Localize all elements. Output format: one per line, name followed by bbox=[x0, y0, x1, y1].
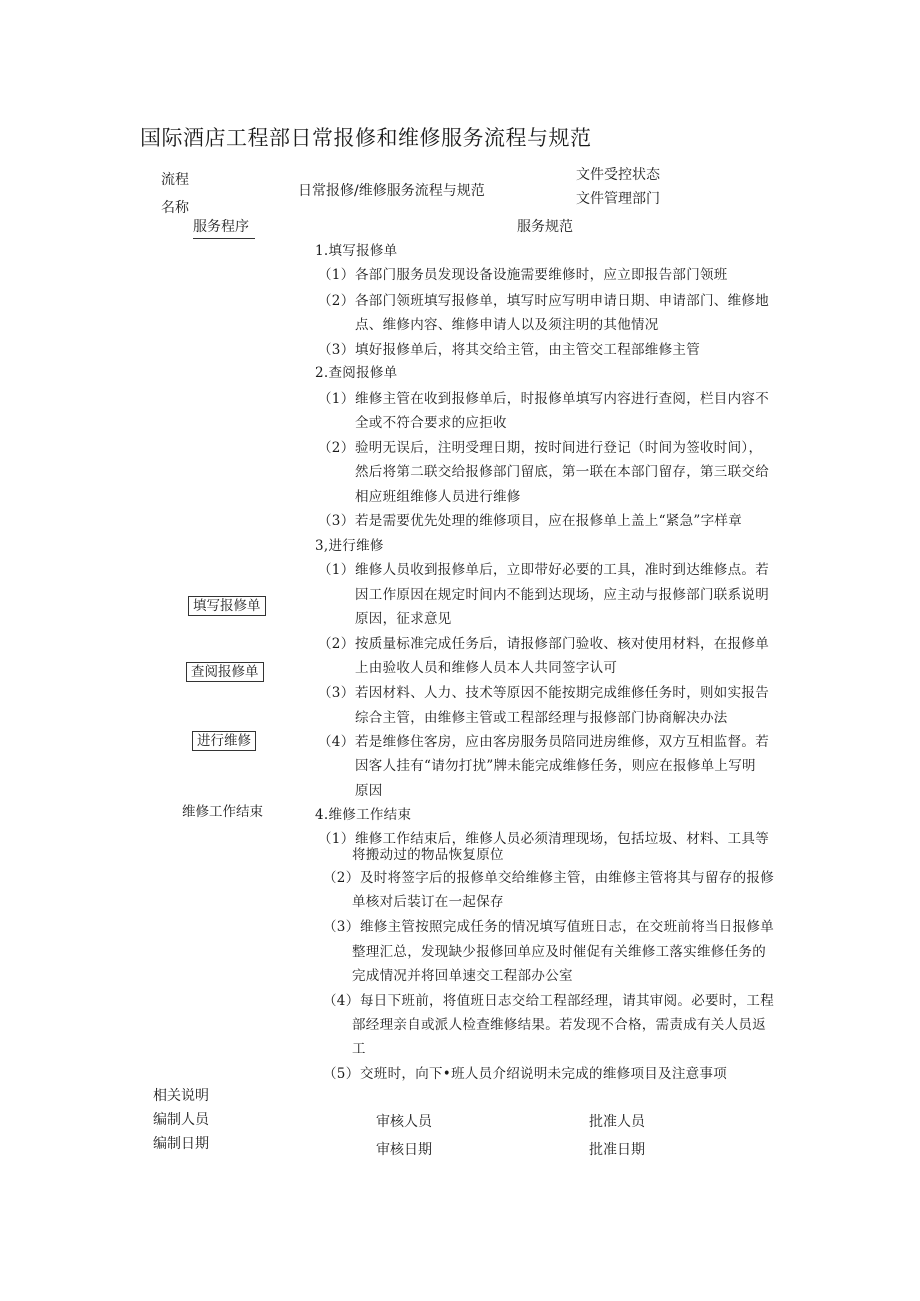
item-number: （2） bbox=[318, 293, 355, 309]
item-text-line: 维修主管按照完成任务的情况填写值班日志，在交班前将当日报修单 bbox=[360, 919, 774, 935]
item-text-line: 因工作原因在规定时间内不能到达现场，应主动与报修部门联系说明 bbox=[355, 587, 769, 603]
item-text-line: 若是维修住客房，应由客房服务员陪同进房维修，双方互相监督。若 bbox=[355, 734, 769, 750]
approved-date-label: 批准日期 bbox=[589, 1142, 645, 1158]
item-text-line: 原因，征求意见 bbox=[355, 611, 452, 627]
item-text-line: 原因 bbox=[355, 783, 383, 799]
procedure-step-label: 维修工作结束 bbox=[182, 804, 263, 820]
item-number: （2） bbox=[318, 440, 355, 456]
item-text-line: 维修人员收到报修单后，立即带好必要的工具，准时到达维修点。若 bbox=[355, 562, 769, 578]
item-text-line: 若是需要优先处理的维修项目，应在报修单上盖上“紧急”字样章 bbox=[355, 513, 743, 529]
section-heading: 3,进行维修 bbox=[315, 538, 384, 554]
item-number: （3） bbox=[318, 685, 355, 701]
item-text-line: 综合主管，由维修主管或工程部经理与报修部门协商解决办法 bbox=[355, 710, 728, 726]
procedure-step-box: 查阅报修单 bbox=[186, 662, 264, 682]
item-text-line: 每日下班前，将值班日志交给工程部经理，请其审阅。必要时，工程 bbox=[360, 993, 774, 1009]
doc-control-status-label: 文件受控状态 bbox=[576, 167, 660, 183]
doc-management-dept-label: 文件管理部门 bbox=[576, 191, 660, 207]
section-heading: 4.维修工作结束 bbox=[315, 807, 412, 823]
item-text-line: 交班时，向下•班人员介绍说明未完成的维修项目及注意事项 bbox=[360, 1066, 728, 1082]
reviewed-date-label: 审核日期 bbox=[376, 1142, 432, 1158]
section-heading: 2.查阅报修单 bbox=[315, 365, 398, 381]
item-number: （3） bbox=[323, 919, 360, 935]
related-notes-label: 相关说明 bbox=[153, 1088, 209, 1104]
item-text-line: 维修主管在收到报修单后，时报修单填写内容进行查阅，栏目内容不 bbox=[355, 391, 769, 407]
item-number: （2） bbox=[318, 636, 355, 652]
reviewed-by-label: 审核人员 bbox=[376, 1114, 432, 1130]
item-text-line: 验明无误后，注明受理日期，按时间进行登记（时间为签收时间）， bbox=[355, 440, 763, 456]
item-text-line: 完成情况并将回单速交工程部办公室 bbox=[352, 968, 573, 984]
item-text-line: 按质量标准完成任务后，请报修部门验收、核对使用材料，在报修单 bbox=[355, 636, 769, 652]
item-text-line: 部经理亲自或派人检查维修结果。若发现不合格，需责成有关人员返 bbox=[352, 1017, 766, 1033]
prepared-date-label: 编制日期 bbox=[153, 1136, 209, 1152]
item-number: （2） bbox=[323, 870, 360, 886]
approved-by-label: 批准人员 bbox=[589, 1114, 645, 1130]
section-heading: 1.填写报修单 bbox=[315, 243, 398, 259]
item-number: （1） bbox=[318, 831, 355, 847]
item-text-line: 整理汇总，发现缺少报修回单应及时催促有关维修工落实维修任务的 bbox=[352, 944, 766, 960]
item-text-line: 点、维修内容、维修申请人以及须注明的其他情况 bbox=[355, 317, 659, 333]
flow-label-line2: 名称 bbox=[161, 200, 189, 216]
item-text-line: 相应班组维修人员进行维修 bbox=[355, 489, 521, 505]
item-text-line: 各部门领班填写报修单，填写时应写明申请日期、申请部门、维修地 bbox=[355, 293, 769, 309]
item-text-line: 将搬动过的物品恢复原位 bbox=[352, 847, 504, 863]
spec-column-header: 服务规范 bbox=[517, 219, 573, 235]
item-text-line: 单核对后装订在一起保存 bbox=[352, 894, 504, 910]
page-title: 国际酒店工程部日常报修和维修服务流程与规范 bbox=[140, 126, 592, 150]
item-text-line: 若因材料、人力、技术等原因不能按期完成维修任务时，则如实报告 bbox=[355, 685, 769, 701]
item-number: （4） bbox=[318, 734, 355, 750]
flow-name: 日常报修/维修服务流程与规范 bbox=[298, 183, 485, 199]
item-number: （3） bbox=[318, 342, 355, 358]
procedure-column-header: 服务程序 bbox=[193, 216, 255, 239]
item-number: （3） bbox=[318, 513, 355, 529]
item-text-line: 然后将第二联交给报修部门留底，第一联在本部门留存，第三联交给 bbox=[355, 464, 769, 480]
item-number: （5） bbox=[323, 1066, 360, 1082]
item-text-line: 上由验收人员和维修人员本人共同签字认可 bbox=[355, 660, 618, 676]
item-text-line: 各部门服务员发现设备设施需要维修时，应立即报告部门领班 bbox=[355, 267, 728, 283]
item-text-line: 维修工作结束后，维修人员必须清理现场，包括垃圾、材料、工具等 bbox=[355, 831, 769, 847]
item-number: （1） bbox=[318, 391, 355, 407]
item-text-line: 全或不符合要求的应拒收 bbox=[355, 415, 507, 431]
item-number: （1） bbox=[318, 267, 355, 283]
procedure-step-box: 填写报修单 bbox=[188, 596, 266, 616]
item-number: （1） bbox=[318, 562, 355, 578]
item-text-line: 及时将签字后的报修单交给维修主管，由维修主管将其与留存的报修 bbox=[360, 870, 774, 886]
flow-label-line1: 流程 bbox=[161, 172, 189, 188]
procedure-step-box: 进行维修 bbox=[192, 731, 256, 751]
item-text-line: 工 bbox=[352, 1041, 366, 1057]
item-text-line: 因客人挂有“请勿打扰”牌未能完成维修任务，则应在报修单上写明 bbox=[355, 758, 756, 774]
item-text-line: 填好报修单后，将其交给主管，由主管交工程部维修主管 bbox=[355, 342, 700, 358]
prepared-by-label: 编制人员 bbox=[153, 1112, 209, 1128]
item-number: （4） bbox=[323, 993, 360, 1009]
